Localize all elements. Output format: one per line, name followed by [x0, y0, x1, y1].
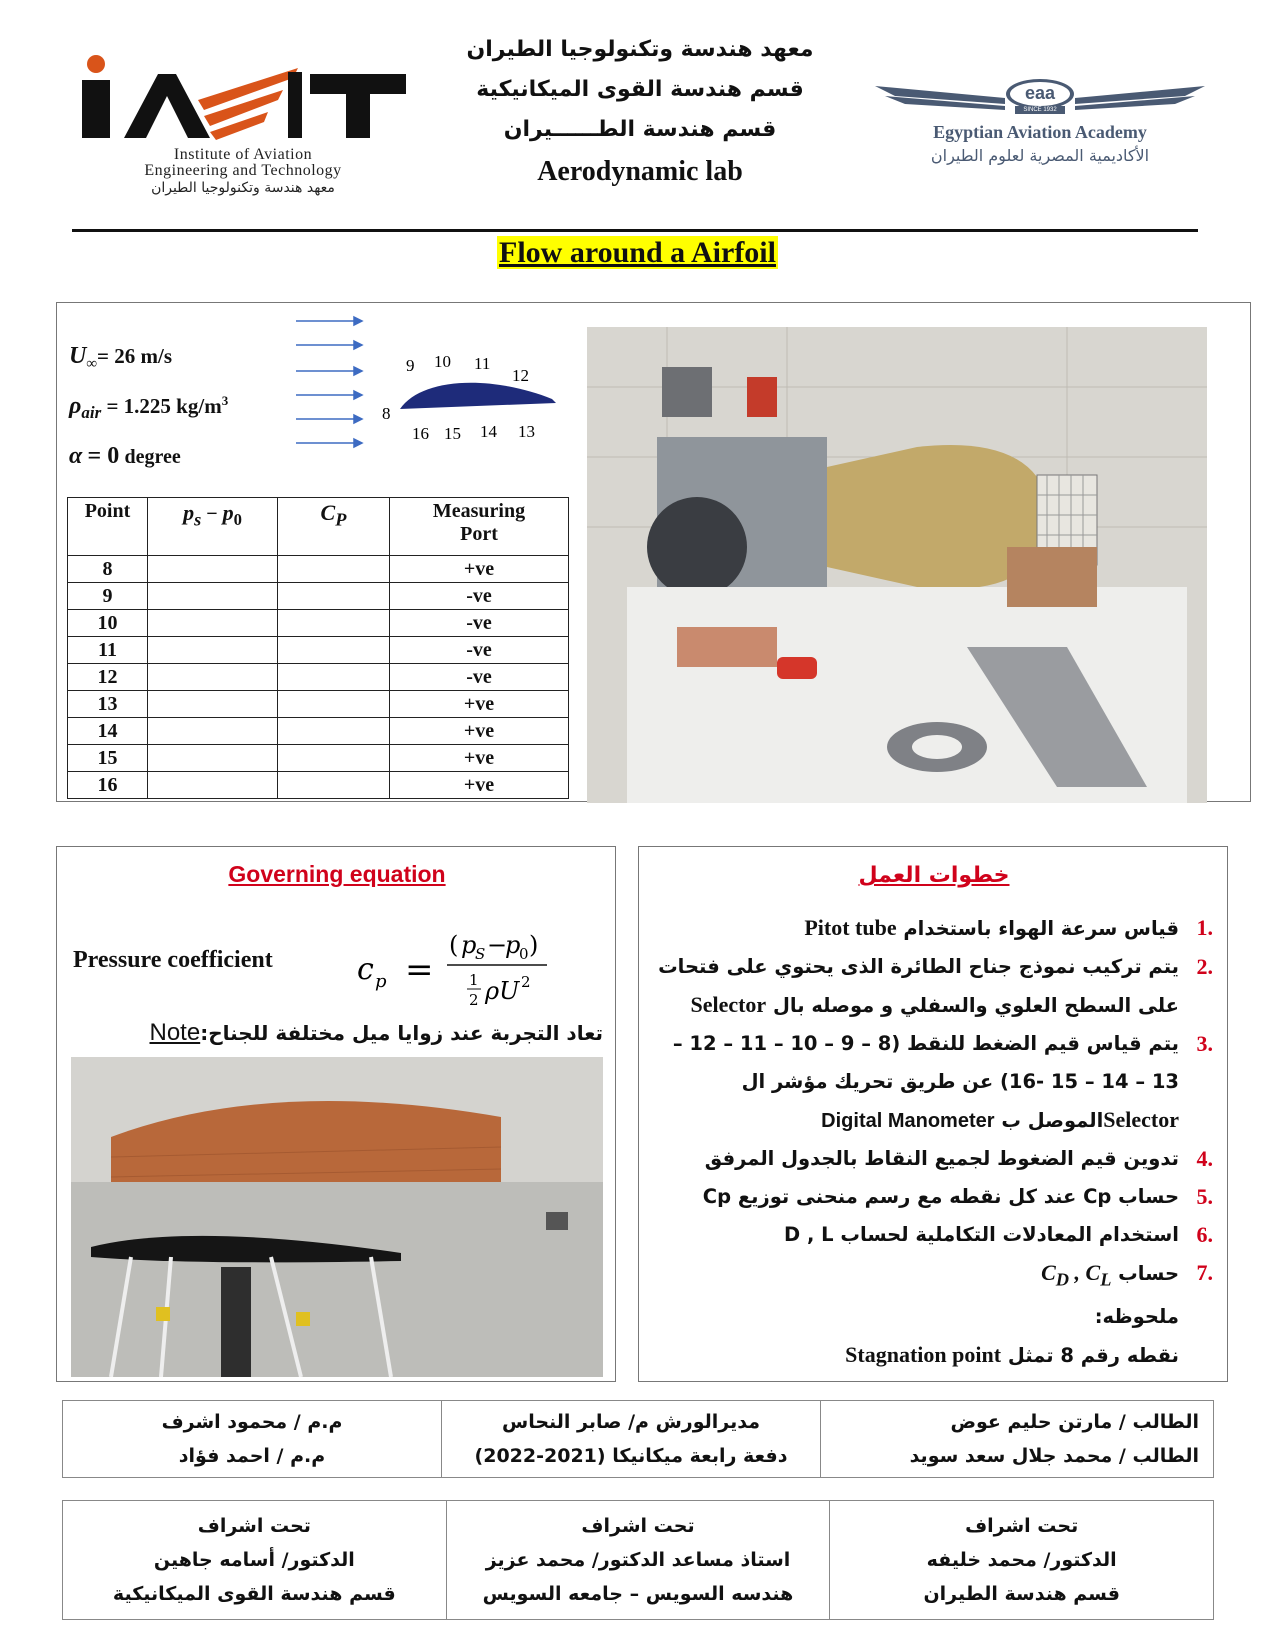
iaet-wordmark-graphic — [78, 50, 408, 142]
param-alpha-value: = 0 — [87, 443, 120, 469]
cell-dp[interactable] — [148, 772, 278, 799]
cell-point: 15 — [68, 745, 148, 772]
sig-line: الدكتور/ محمد خليفه — [926, 1549, 1117, 1571]
cell-cp[interactable] — [278, 610, 390, 637]
sig-line: دفعة رابعة ميكانيكا (2021-2022) — [474, 1445, 788, 1467]
cell-port: +ve — [390, 718, 569, 745]
iaet-line3: معهد هندسة وتكنولوجيا الطيران — [151, 180, 335, 196]
sig-cell-supervisor-aero — [829, 1501, 1213, 1619]
experiment-setup-box — [56, 302, 1251, 802]
wind-tunnel-illustration — [587, 327, 1207, 803]
sig-cell-staff — [63, 1401, 441, 1477]
sig-cell-workshop — [441, 1401, 820, 1477]
steps-list — [653, 909, 1213, 1375]
document-title-text: Flow around a Airfoil — [499, 236, 776, 269]
cell-cp[interactable] — [278, 637, 390, 664]
step-en: Pitot tube — [804, 915, 897, 940]
note-line — [73, 1019, 603, 1047]
header-center-block — [420, 30, 860, 194]
col-header-point: Point — [68, 498, 148, 556]
eaa-logo — [875, 78, 1205, 178]
cell-point: 16 — [68, 772, 148, 799]
col-header-dp: $p_s - p_0$ — [148, 498, 278, 556]
wind-tunnel-photo — [587, 327, 1207, 803]
param-velocity: $U_\infty= 26$ m/s — [69, 343, 173, 373]
governing-equation-box — [56, 846, 616, 1382]
steps-title: خطوات العمل — [858, 863, 1010, 888]
pressure-data-table — [67, 497, 569, 799]
note-en: Note — [149, 1019, 201, 1046]
cell-port: -ve — [390, 664, 569, 691]
airfoil-label-16: 16 — [412, 424, 429, 443]
iaet-line1: Institute of Aviation — [173, 146, 313, 163]
dept-mech-ar: قسم هندسة القوى الميكانيكية — [476, 77, 804, 102]
dept-aero-ar: قسم هندسة الطــــــيران — [503, 117, 777, 142]
document-title — [0, 236, 1275, 270]
col-header-cp: $C_P$ — [278, 498, 390, 556]
param-density-value: = 1.225 kg/m — [101, 394, 222, 418]
airfoil-label-8: 8 — [382, 404, 391, 423]
step-5 — [653, 1178, 1213, 1216]
col-header-port — [390, 498, 569, 556]
step-text: حساب — [1111, 1262, 1179, 1285]
step-7 — [653, 1254, 1213, 1298]
step-text: يتم تركيب نموذج جناح الطائرة الذى يحتوي على فتحات على السطح العلوي والسفلي و موصله بال — [658, 955, 1179, 1017]
step-number: .4 — [1196, 1146, 1213, 1171]
cell-dp[interactable] — [148, 583, 278, 610]
airfoil-label-11: 11 — [474, 354, 491, 373]
airfoil-label-12: 12 — [512, 366, 529, 385]
cell-port: +ve — [390, 556, 569, 583]
cell-point: 10 — [68, 610, 148, 637]
procedure-steps-box — [638, 846, 1228, 1382]
airfoil-label-9: 9 — [406, 356, 415, 375]
cell-cp[interactable] — [278, 718, 390, 745]
step-number: .2 — [1196, 954, 1213, 979]
sig-line: م.م / احمد فؤاد — [178, 1445, 326, 1467]
note-ar: تعاد التجربة عند زوايا ميل مختلفة للجناح: — [200, 1021, 603, 1045]
flow-arrows — [294, 313, 364, 463]
step-text: حساب Cp عند كل نقطه مع رسم منحنى توزيع Cp — [702, 1185, 1179, 1208]
step-cd-cl: $C_D$ , $C_L$ — [1041, 1260, 1112, 1290]
step-text: تدوين قيم الضغوط لجميع النقاط بالجدول المرفق — [704, 1147, 1179, 1170]
governing-title: Governing equation — [228, 861, 446, 887]
table-row — [68, 718, 569, 745]
cell-point: 9 — [68, 583, 148, 610]
svg-text:p: p — [461, 931, 477, 959]
sig-line: تحت اشراف — [965, 1515, 1079, 1537]
step-3 — [653, 1025, 1213, 1140]
cell-dp[interactable] — [148, 691, 278, 718]
step-en: Selector — [690, 992, 767, 1017]
remark-line — [653, 1336, 1213, 1375]
cell-cp[interactable] — [278, 583, 390, 610]
param-density: $\rho_{air} = 1.225$ $kg/m^3$ — [69, 393, 229, 423]
cell-port: -ve — [390, 583, 569, 610]
eaa-since: SINCE 1932 — [1023, 107, 1057, 113]
sig-line: تحت اشراف — [581, 1515, 695, 1537]
cell-dp[interactable] — [148, 556, 278, 583]
svg-text:p: p — [505, 931, 521, 959]
table-row — [68, 772, 569, 799]
svg-text:1: 1 — [469, 971, 479, 989]
sig-cell-supervisor-mech — [63, 1501, 446, 1619]
cell-dp[interactable] — [148, 718, 278, 745]
cell-dp[interactable] — [148, 610, 278, 637]
step-text-2: الموصل ب — [994, 1109, 1104, 1132]
sig-line: م.م / محمود اشرف — [161, 1411, 343, 1433]
step-number: .7 — [1196, 1260, 1213, 1285]
svg-text:0: 0 — [519, 945, 529, 963]
col-header-port-l1: Measuring — [432, 500, 526, 522]
eaa-name-en: Egyptian Aviation Academy — [933, 122, 1147, 142]
airfoil-label-10: 10 — [434, 352, 451, 371]
table-row — [68, 583, 569, 610]
eaa-name-ar: الأكاديمية المصرية لعلوم الطيران — [930, 146, 1150, 165]
cp-equation — [357, 917, 607, 1017]
col-header-port-l2: Port — [460, 523, 498, 545]
sig-line: قسم هندسة الطيران — [923, 1583, 1120, 1605]
step-number: .1 — [1196, 915, 1213, 940]
sig-cell-supervisor-suez — [446, 1501, 830, 1619]
sig-line: الطالب / محمد جلال سعد سويد — [909, 1445, 1199, 1467]
sig-line: قسم هندسة القوى الميكانيكية — [112, 1583, 396, 1605]
svg-text:(: ( — [449, 931, 459, 959]
cell-port: -ve — [390, 637, 569, 664]
airfoil-model-illustration — [71, 1057, 603, 1377]
svg-text:p: p — [375, 971, 387, 992]
step-6 — [653, 1216, 1213, 1254]
sig-cell-students — [820, 1401, 1213, 1477]
param-velocity-value: = 26 m/s — [97, 344, 173, 368]
cell-point: 12 — [68, 664, 148, 691]
table-row — [68, 556, 569, 583]
cell-port: +ve — [390, 772, 569, 799]
sig-line: الدكتور/ أسامه جاهين — [153, 1549, 355, 1571]
airfoil-label-13: 13 — [518, 422, 535, 441]
cell-cp[interactable] — [278, 556, 390, 583]
table-row — [68, 610, 569, 637]
step-1 — [653, 909, 1213, 948]
svg-text:ρU: ρU — [485, 977, 520, 1005]
airfoil-model-photo — [71, 1057, 603, 1377]
sig-line: هندسه السويس – جامعه السويس — [482, 1583, 794, 1605]
table-row — [68, 745, 569, 772]
step-4 — [653, 1140, 1213, 1178]
sig-line: مديرالورش م/ صابر النحاس — [501, 1411, 760, 1433]
svg-text:2: 2 — [521, 973, 531, 991]
svg-text:2: 2 — [469, 991, 479, 1009]
remark-label: ملحوظه: — [1094, 1305, 1179, 1329]
step-text: استخدام المعادلات التكاملية لحساب D , L — [784, 1223, 1179, 1246]
cell-port: +ve — [390, 745, 569, 772]
step-number: .3 — [1196, 1031, 1213, 1056]
cell-dp[interactable] — [148, 745, 278, 772]
param-alpha: α = 0 degree — [69, 443, 181, 469]
cell-cp[interactable] — [278, 664, 390, 691]
step-text: قياس سرعة الهواء باستخدام — [896, 917, 1179, 940]
svg-text:−: − — [487, 931, 508, 959]
airfoil-label-14: 14 — [480, 422, 497, 441]
cell-cp[interactable] — [278, 691, 390, 718]
cell-dp[interactable] — [148, 664, 278, 691]
svg-text:c: c — [357, 952, 374, 987]
sig-line: تحت اشراف — [197, 1515, 311, 1537]
remark-en: Stagnation point — [845, 1342, 1002, 1368]
lab-name: Aerodynamic lab — [537, 156, 743, 187]
step-en: Selector — [1103, 1107, 1179, 1132]
institute-name-ar: معهد هندسة وتكنولوجيا الطيران — [466, 37, 814, 62]
iaet-line2: Engineering and Technology — [144, 162, 342, 179]
param-density-exp: 3 — [221, 393, 229, 408]
svg-text:S: S — [475, 945, 486, 963]
table-row — [68, 664, 569, 691]
param-alpha-unit: degree — [124, 446, 181, 468]
signature-table-supervisors — [62, 1500, 1214, 1620]
step-en-2: Digital Manometer — [821, 1110, 995, 1132]
cell-point: 14 — [68, 718, 148, 745]
cell-dp[interactable] — [148, 637, 278, 664]
airfoil-label-15: 15 — [444, 424, 461, 443]
airfoil-diagram — [382, 333, 622, 443]
cell-port: +ve — [390, 691, 569, 718]
eaa-badge-text: eaa — [1024, 83, 1056, 103]
svg-text:=: = — [405, 950, 434, 990]
svg-text:): ) — [529, 931, 539, 959]
step-number: .6 — [1196, 1222, 1213, 1247]
cell-point: 8 — [68, 556, 148, 583]
pressure-coefficient-label: Pressure coefficient — [73, 947, 273, 973]
cell-cp[interactable] — [278, 772, 390, 799]
cell-point: 13 — [68, 691, 148, 718]
iaet-logo — [78, 50, 408, 200]
step-text: يتم قياس قيم الضغط للنقط (8 – 9 – 10 – 11 – 12 – 13 – 14 – 15 -16) عن طريق تحريك مؤشر ال — [672, 1032, 1179, 1093]
sig-line: الطالب / مارتن حليم عوض — [950, 1411, 1199, 1433]
cell-point: 11 — [68, 637, 148, 664]
cell-cp[interactable] — [278, 745, 390, 772]
table-row — [68, 691, 569, 718]
cell-port: -ve — [390, 610, 569, 637]
signature-table-students — [62, 1400, 1214, 1478]
remark-text: نقطه رقم 8 تمثل — [1001, 1344, 1179, 1368]
sig-line: استاذ مساعد الدكتور/ محمد عزيز — [485, 1549, 791, 1571]
step-number: .5 — [1196, 1184, 1213, 1209]
step-2 — [653, 948, 1213, 1025]
table-row — [68, 637, 569, 664]
header-divider — [72, 229, 1198, 232]
